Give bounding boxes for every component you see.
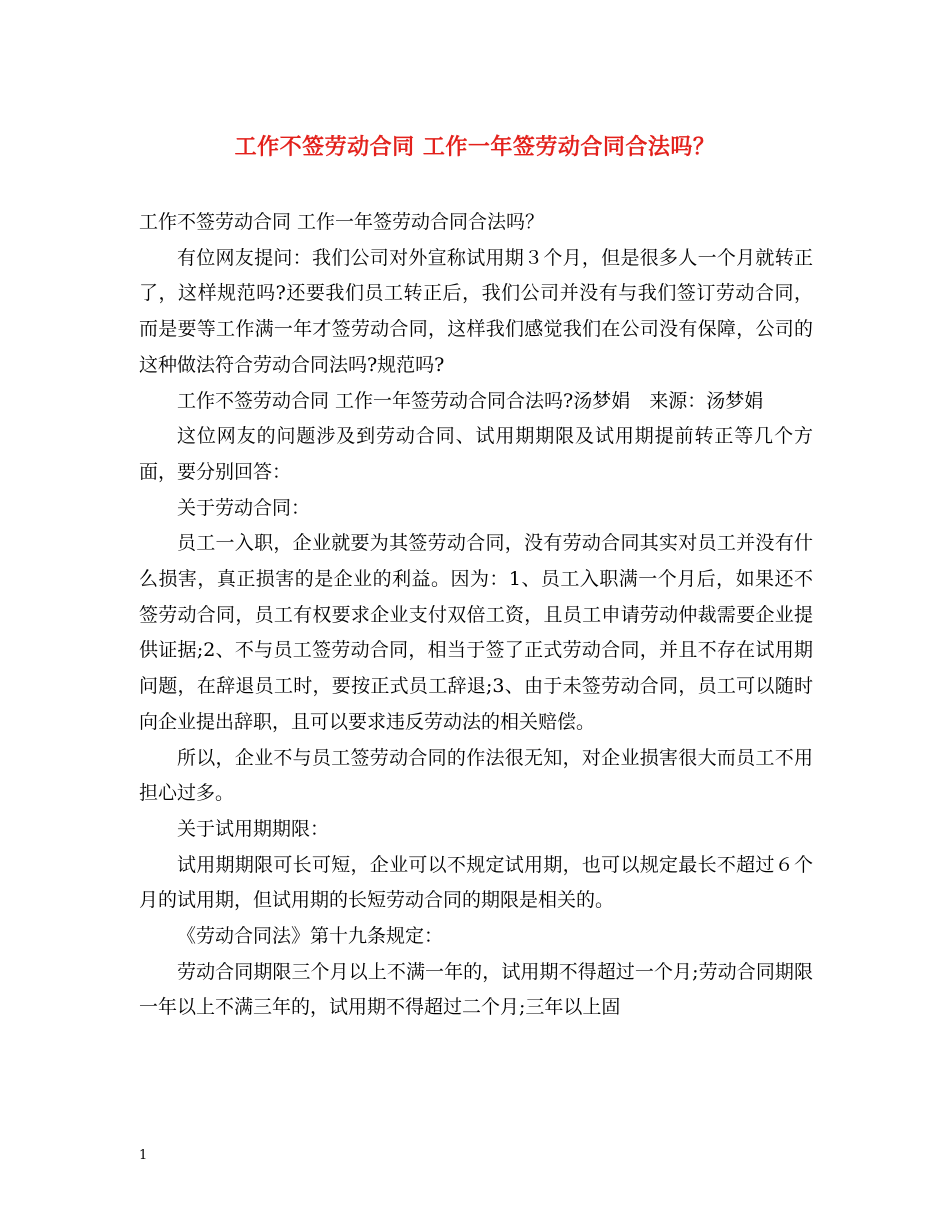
paragraph: 工作不签劳动合同 工作一年签劳动合同合法吗?汤梦娟 来源：汤梦娟 <box>177 389 764 412</box>
paragraph: 员工一入职，企业就要为其签劳动合同，没有劳动合同其实对员工并没有什么损害，真正损害的是企业的利益。因为：1、员工入职满一个月后，如果还不签劳动合同，员工有权要求企业支付双倍工资，且员工申请劳动仲裁需要企业提供证据;2、不与员工签劳动合同，相当于签了正式劳动合同，并且不存在试用期问题，在辞退员工时，要按正式员工辞退;3、由于未签劳动合同，员工可以随时向企业提出辞职，且可以要求违反劳动法的相关赔偿。 <box>139 532 813 733</box>
paragraph: 有位网友提问：我们公司对外宣称试用期３个月，但是很多人一个月就转正了，这样规范吗?还要我们员工转正后，我们公司并没有与我们签订劳动合同，而是要等工作满一年才签劳动合同，这样我们感觉我们在公司没有保障，公司的这种做法符合劳动合同法吗?规范吗? <box>139 246 813 376</box>
paragraph: 这位网友的问题涉及到劳动合同、试用期期限及试用期提前转正等几个方面，要分别回答： <box>139 425 813 483</box>
paragraph: 所以，企业不与员工签劳动合同的作法很无知，对企业损害很大而员工不用担心过多。 <box>139 746 813 805</box>
paragraph: 试用期期限可长可短，企业可以不规定试用期，也可以规定最长不超过６个月的试用期，但试用期的长短劳动合同的期限是相关的。 <box>139 853 813 912</box>
paragraph: 工作不签劳动合同 工作一年签劳动合同合法吗？ <box>139 211 545 233</box>
paragraph: 劳动合同期限三个月以上不满一年的，试用期不得超过一个月;劳动合同期限一年以上不满三年的，试用期不得超过二个月;三年以上固 <box>139 960 813 1019</box>
document-body <box>139 205 813 1026</box>
page-number: 1 <box>139 1148 148 1163</box>
paragraph: 《劳动合同法》第十九条规定： <box>177 925 444 948</box>
paragraph: 关于劳动合同： <box>177 496 311 519</box>
paragraph: 关于试用期期限： <box>177 817 330 840</box>
document-title: 工作不签劳动合同 工作一年签劳动合同合法吗？ <box>234 134 716 160</box>
